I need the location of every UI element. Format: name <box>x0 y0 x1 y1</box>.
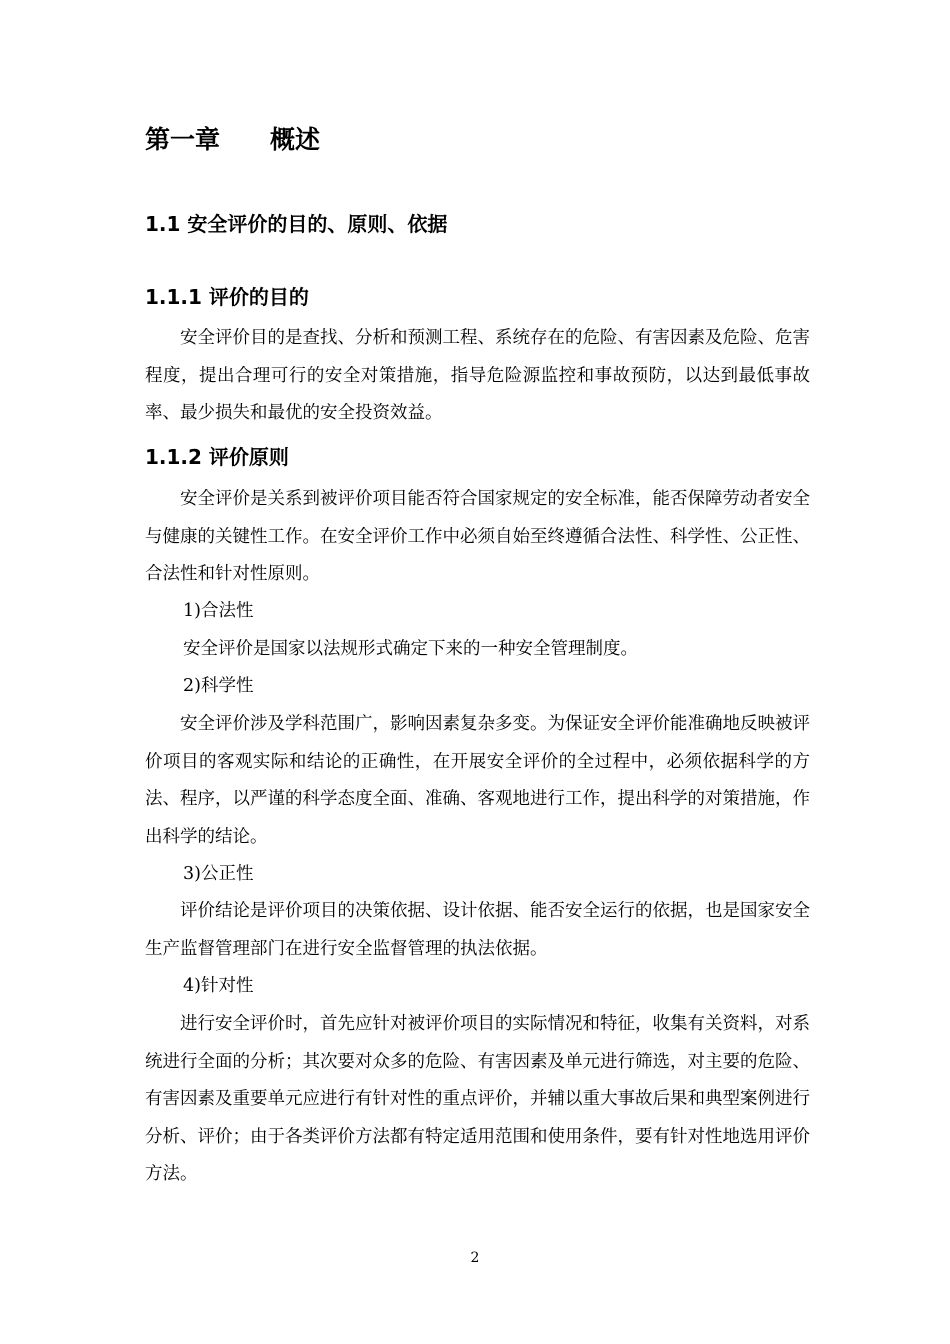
page-number: 2 <box>470 1250 480 1266</box>
principle-text-legality: 安全评价是国家以法规形式确定下来的一种安全管理制度。 <box>183 639 638 659</box>
principle-heading-scientific: 2)科学性 <box>183 676 254 696</box>
paragraph-principles-intro: 安全评价是关系到被评价项目能否符合国家规定的安全标准，能否保障劳动者安全与健康的关键性工作。在安全评价工作中必须自始至终遵循合法性、科学性、公正性、合法性和针对性原则。 <box>145 489 810 584</box>
section-title-1-1-1: 1.1.1 评价的目的 <box>145 285 309 309</box>
section-title-1-1-2: 1.1.2 评价原则 <box>145 445 289 469</box>
principle-heading-fairness: 3)公正性 <box>183 864 254 884</box>
section-title-1-1: 1.1 安全评价的目的、原则、依据 <box>145 212 448 236</box>
principle-heading-legality: 1)合法性 <box>183 601 254 621</box>
principle-text-pertinence: 进行安全评价时，首先应针对被评价项目的实际情况和特征，收集有关资料，对系统进行全面的分析；其次要对众多的危险、有害因素及单元进行筛选，对主要的危险、有害因素及重要单元应进行有针对性的重点评价，并辅以重大事故后果和典型案例进行分析、评价；由于各类评价方法都有特定适用范围和使用条件，要有针对性地选用评价方法。 <box>145 1014 810 1184</box>
principle-text-fairness: 评价结论是评价项目的决策依据、设计依据、能否安全运行的依据，也是国家安全生产监督管理部门在进行安全监督管理的执法依据。 <box>145 901 810 959</box>
principle-heading-pertinence: 4)针对性 <box>183 976 254 996</box>
chapter-title: 第一章 概述 <box>145 125 321 154</box>
principle-text-scientific: 安全评价涉及学科范围广，影响因素复杂多变。为保证安全评价能准确地反映被评价项目的客观实际和结论的正确性，在开展安全评价的全过程中，必须依据科学的方法、程序，以严谨的科学态度全面、准确、客观地进行工作，提出科学的对策措施，作出科学的结论。 <box>145 714 810 847</box>
paragraph-evaluation-purpose: 安全评价目的是查找、分析和预测工程、系统存在的危险、有害因素及危险、危害程度，提出合理可行的安全对策措施，指导危险源监控和事故预防，以达到最低事故率、最少损失和最优的安全投资效益。 <box>145 328 810 423</box>
